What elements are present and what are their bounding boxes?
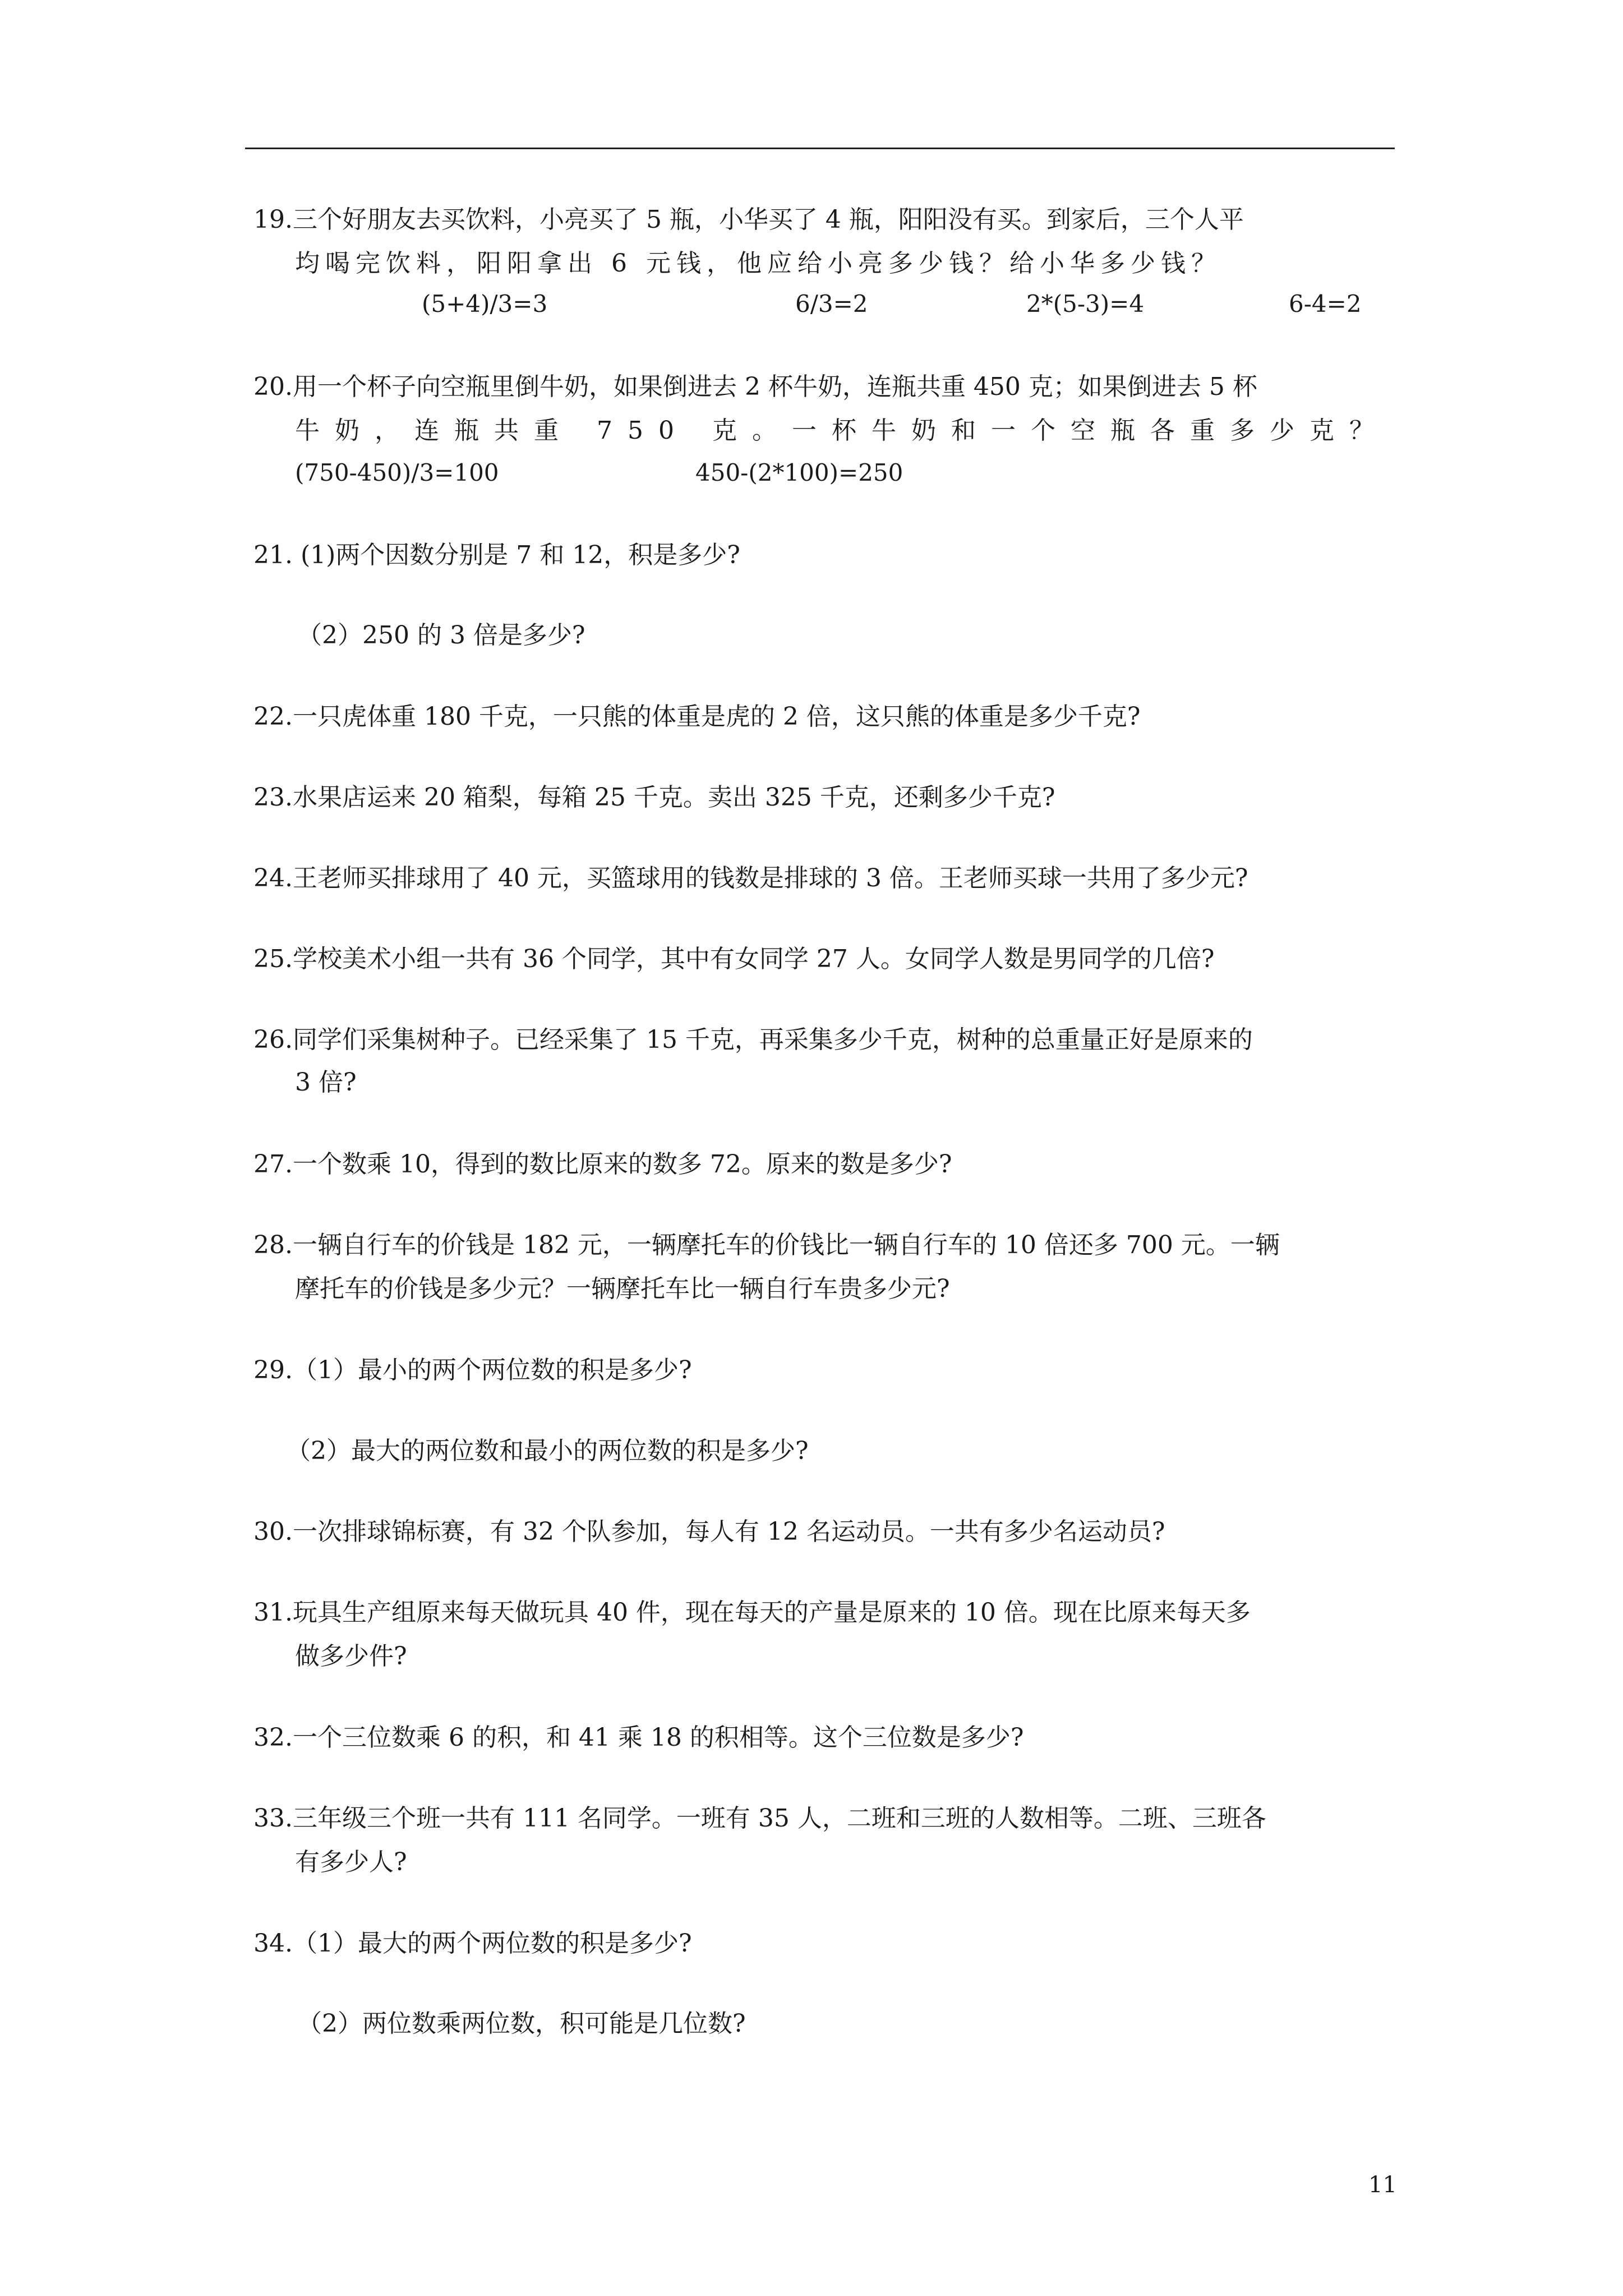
question-20-calc-2: 450-(2*100)=250 bbox=[695, 459, 903, 486]
question-34-part-2: （2）两位数乘两位数，积可能是几位数? bbox=[297, 2009, 746, 2038]
question-26-line-1: 26.同学们采集树种子。已经采集了 15 千克，再采集多少千克，树种的总重量正好是原来的 bbox=[253, 1025, 1253, 1054]
question-27: 27.一个数乘 10，得到的数比原来的数多 72。原来的数是多少? bbox=[253, 1150, 952, 1179]
page-number: 11 bbox=[1368, 2172, 1397, 2198]
question-19-calc-3: 2*(5-3)=4 bbox=[1026, 290, 1145, 318]
question-20-calc-1: (750-450)/3=100 bbox=[295, 459, 499, 486]
question-31-line-1: 31.玩具生产组原来每天做玩具 40 件，现在每天的产量是原来的 10 倍。现在比原来每天多 bbox=[253, 1598, 1251, 1627]
question-24: 24.王老师买排球用了 40 元，买篮球用的钱数是排球的 3 倍。王老师买球一共用了多少元? bbox=[253, 864, 1248, 892]
question-33-line-1: 33.三年级三个班一共有 111 名同学。一班有 35 人，二班和三班的人数相等。二班、三班各 bbox=[253, 1804, 1266, 1833]
question-34-part-1: 34.（1）最大的两个两位数的积是多少? bbox=[253, 1929, 692, 1958]
question-22: 22.一只虎体重 180 千克，一只熊的体重是虎的 2 倍，这只熊的体重是多少千克? bbox=[253, 702, 1141, 731]
question-29-part-2: （2）最大的两位数和最小的两位数的积是多少? bbox=[286, 1437, 809, 1465]
question-33-line-2: 有多少人? bbox=[295, 1848, 407, 1876]
question-21-part-1: 21. (1)两个因数分别是 7 和 12，积是多少? bbox=[253, 541, 740, 569]
question-28-line-1: 28.一辆自行车的价钱是 182 元，一辆摩托车的价钱比一辆自行车的 10 倍还多 700 元。一辆 bbox=[253, 1231, 1280, 1259]
question-19-calc-4: 6-4=2 bbox=[1289, 290, 1362, 318]
question-19-line-2: 均喝完饮料，阳阳拿出 6 元钱，他应给小亮多少钱？给小华多少钱？ bbox=[295, 249, 1221, 278]
question-25: 25.学校美术小组一共有 36 个同学，其中有女同学 27 人。女同学人数是男同学的几倍? bbox=[253, 945, 1215, 973]
question-23: 23.水果店运来 20 箱梨，每箱 25 千克。卖出 325 千克，还剩多少千克? bbox=[253, 783, 1055, 812]
question-31-line-2: 做多少件? bbox=[295, 1642, 407, 1671]
question-28-line-2: 摩托车的价钱是多少元？一辆摩托车比一辆自行车贵多少元? bbox=[295, 1274, 950, 1303]
header-rule bbox=[245, 148, 1395, 149]
question-32: 32.一个三位数乘 6 的积，和 41 乘 18 的积相等。这个三位数是多少? bbox=[253, 1723, 1024, 1752]
question-20-line-1: 20.用一个杯子向空瓶里倒牛奶，如果倒进去 2 杯牛奶，连瓶共重 450 克；如果倒进去 5 杯 bbox=[253, 372, 1257, 401]
question-19-line-1: 19.三个好朋友去买饮料，小亮买了 5 瓶，小华买了 4 瓶，阳阳没有买。到家后，三个人平 bbox=[253, 205, 1244, 234]
question-21-part-2: （2）250 的 3 倍是多少? bbox=[297, 621, 585, 650]
question-20-line-2: 牛奶，连瓶共重 750 克。一杯牛奶和一个空瓶各重多少克？ bbox=[295, 416, 1389, 445]
question-29-part-1: 29.（1）最小的两个两位数的积是多少? bbox=[253, 1356, 692, 1384]
question-26-line-2: 3 倍? bbox=[295, 1068, 357, 1097]
question-19-calc-2: 6/3=2 bbox=[795, 290, 868, 318]
question-30: 30.一次排球锦标赛，有 32 个队参加，每人有 12 名运动员。一共有多少名运动员? bbox=[253, 1517, 1165, 1546]
question-19-calc-1: (5+4)/3=3 bbox=[422, 290, 548, 318]
